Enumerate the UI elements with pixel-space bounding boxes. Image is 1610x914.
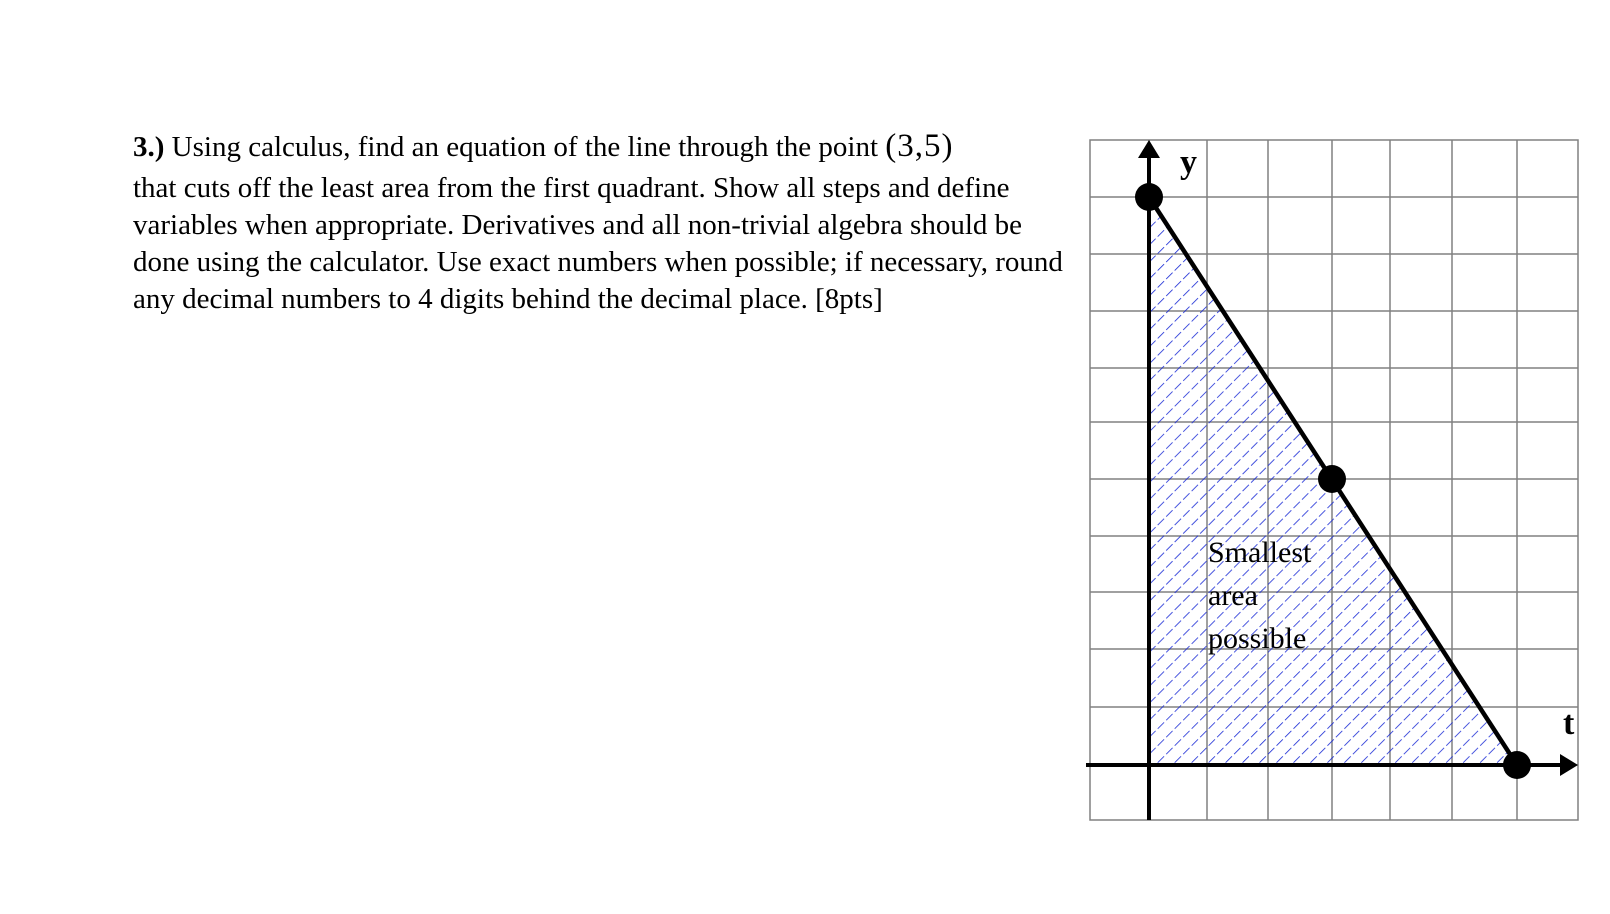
problem-first-line-text: Using calculus, find an equation of the line through the point — [171, 131, 878, 163]
diagram-svg — [1086, 138, 1586, 828]
given-point — [1318, 465, 1346, 493]
problem-first-line — [133, 128, 1073, 166]
problem-number: 3.) — [133, 131, 165, 163]
problem-text — [133, 128, 1073, 318]
t-axis-arrow-icon — [1560, 754, 1578, 776]
t-intercept-point — [1503, 751, 1531, 779]
y-axis-label: y — [1180, 144, 1197, 181]
y-axis-arrow-icon — [1138, 140, 1160, 158]
t-axis-label: t — [1563, 705, 1575, 742]
line-area-diagram — [1086, 138, 1586, 828]
problem-point: (3,5) — [885, 128, 954, 164]
region-label-line-1: Smallest — [1208, 536, 1312, 569]
y-intercept-point — [1135, 183, 1163, 211]
region-label-line-3: possible — [1208, 622, 1307, 655]
problem-body: that cuts off the least area from the first quadrant. Show all steps and define variables when appropriate. Derivatives and all non-trivial algebra should be done using the calculator. Use exact numbers when possible; if necessary, round any decimal numbers to 4 digits behind the decimal place. [8pts] — [133, 172, 1063, 315]
region-label-line-2: area — [1208, 579, 1258, 612]
